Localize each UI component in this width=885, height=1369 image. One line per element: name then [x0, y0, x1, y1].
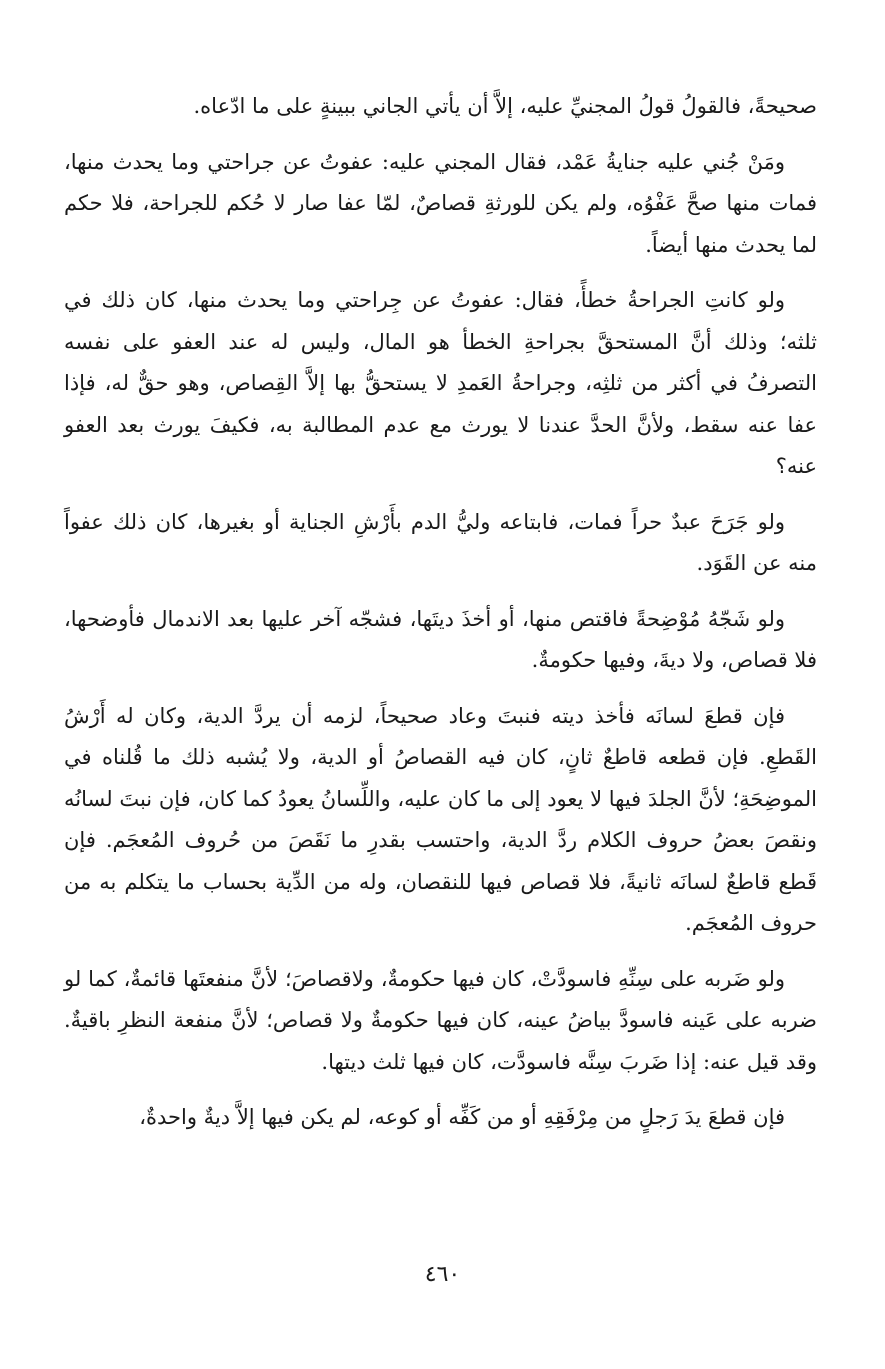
paragraph-8: فإن قطعَ يدَ رَجلٍ من مِرْفَقِهِ أو من كَفِّه أو كوعه، لم يكن فيها إلاَّ ديةٌ واحدةٌ، — [139, 1105, 785, 1129]
page-body-text — [64, 86, 817, 1153]
paragraph-6: فإن قطعَ لسانَه فأخذ ديته فنبتَ وعاد صحيحاً، لزمه أن يردَّ الدية، وكان له أَرْشُ القَطعِ. فإن قطعه قاطعٌ ثانٍ، كان فيه القصاصُ أو الدية، ولا يُشبه ذلك ما قُلناه في الموضِحَةِ؛ لأنَّ الجلدَ فيها لا يعود إلى ما كان عليه، واللِّسانُ يعودُ كما كان، فإن نبتَ لسانُه ونقصَ بعضُ حروف الكلام ردَّ الدية، واحتسب بقدرِ ما نَقَصَ من حُروف المُعجَم. فإن قَطع قاطعٌ لسانَه ثانيةً، فلا قصاص فيها للنقصان، وله من الدِّية بحساب ما يتكلم به من حروف المُعجَم. — [64, 703, 817, 935]
paragraph-4: ولو جَرَحَ عبدٌ حراً فمات، فابتاعه وليُّ الدم بأَرْشِ الجناية أو بغيرها، كان ذلك عفواً منه عن القَوَد. — [64, 509, 817, 575]
paragraph-2: ومَنْ جُني عليه جنايةُ عَمْد، فقال المجني عليه: عفوتُ عن جراحتي وما يحدث منها، فمات منها صحَّ عَفْوُه، ولم يكن للورثةِ قصاصٌ، لمّا عفا صار لا حُكم للجراحة، فلا حكم لما يحدث منها أيضاً. — [64, 149, 817, 257]
paragraph-1: صحيحةً، فالقولُ قولُ المجنيِّ عليه، إلاَّ أن يأتي الجاني ببينةٍ على ما ادّعاه. — [193, 94, 817, 118]
page-number: ٤٦٠ — [424, 1262, 461, 1287]
paragraph-3: ولو كانتِ الجراحةُ خطأً، فقال: عفوتُ عن جِراحتي وما يحدث منها، كان ذلك في ثلثه؛ وذلك أنَّ المستحقَّ بجراحةِ الخطأ هو المال، وليس له عند العفو على نفسه التصرفُ في أكثر من ثلثِه، وجراحةُ العَمدِ لا يستحقُّ بها إلاَّ القِصاص، وهو حقٌّ له، فإذا عفا عنه سقط، ولأنَّ الحدَّ عندنا لا يورث مع عدم المطالبة به، فكيفَ يورث بعد العفو عنه؟ — [64, 288, 817, 478]
paragraph-7: ولو ضَربه على سِنِّهِ فاسودَّتْ، كان فيها حكومةٌ، ولاقصاصَ؛ لأنَّ منفعتَها قائمةٌ، كما لو ضربه على عَينه فاسودَّ بياضُ عينه، كان فيها حكومةٌ ولا قصاص؛ لأنَّ منفعة النظرِ باقيةٌ. وقد قيل عنه: إذا ضَربَ سِنَّه فاسودَّت، كان فيها ثلث ديتها. — [64, 966, 817, 1074]
paragraph-5: ولو شَجّهُ مُوْضِحةً فاقتص منها، أو أخذَ ديتَها، فشجّه آخر عليها بعد الاندمال فأوضحها، فلا قصاص، ولا ديةَ، وفيها حكومةٌ. — [64, 606, 817, 672]
